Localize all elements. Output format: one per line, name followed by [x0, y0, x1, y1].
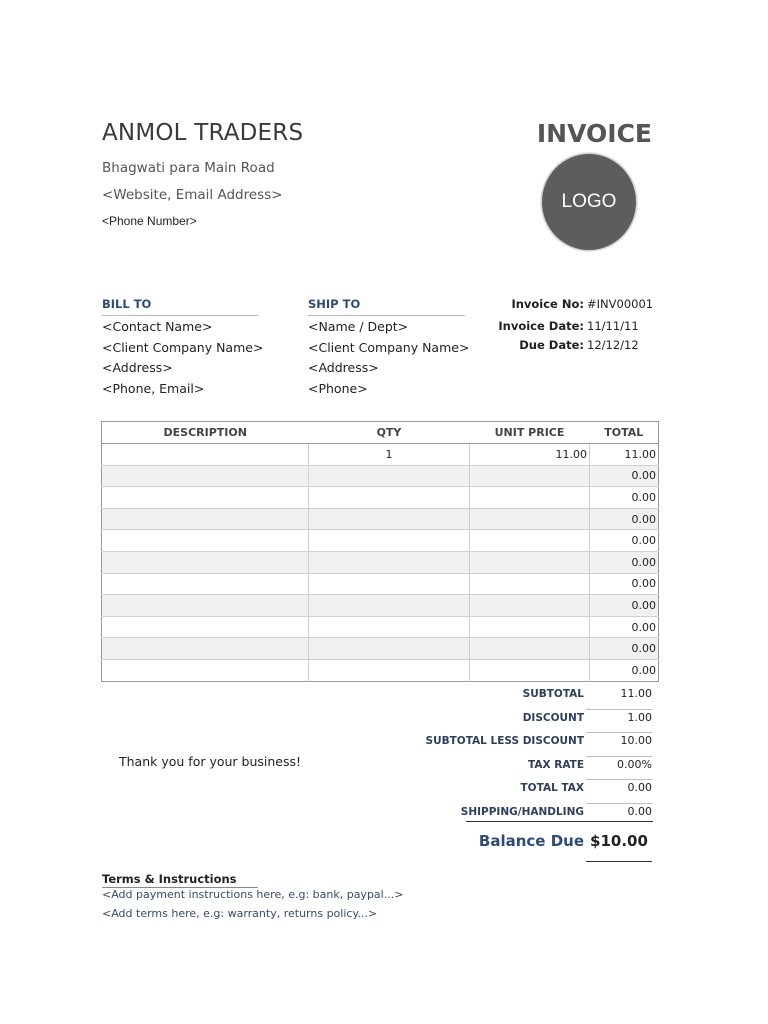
item-total-cell: 0.00	[590, 573, 659, 595]
thank-you-note: Thank you for your business!	[119, 754, 302, 769]
subtotal-label: SUBTOTAL	[522, 688, 584, 700]
item-qty-cell	[309, 465, 470, 487]
bill-to-phone-email: <Phone, Email>	[102, 380, 205, 396]
table-row	[102, 465, 659, 487]
item-unit-price-cell	[470, 573, 590, 595]
item-unit-price-cell	[470, 638, 590, 660]
item-unit-price-cell	[470, 508, 590, 530]
item-total-cell: 0.00	[590, 508, 659, 530]
tax-rate-row	[420, 755, 652, 777]
item-qty-cell	[309, 595, 470, 617]
subtotal-row	[420, 684, 652, 706]
total-tax-row	[420, 778, 652, 800]
item-description-cell	[102, 595, 309, 617]
item-description-cell	[102, 530, 309, 552]
invoice-date-label: Invoice Date:	[498, 319, 584, 333]
terms-heading: Terms & Instructions	[102, 872, 258, 888]
item-description-cell	[102, 551, 309, 573]
item-total-cell: 0.00	[590, 616, 659, 638]
item-description-cell	[102, 444, 309, 466]
header-description: DESCRIPTION	[102, 422, 309, 444]
terms-policy: <Add terms here, e.g: warranty, returns policy...>	[102, 907, 378, 920]
logo-placeholder	[541, 153, 637, 251]
shipping-handling-value: 0.00	[627, 804, 652, 818]
due-date-label: Due Date:	[519, 338, 584, 352]
table-row	[102, 573, 659, 595]
items-table	[101, 421, 659, 682]
item-description-cell	[102, 616, 309, 638]
invoice-date: 11/11/11	[587, 319, 639, 333]
due-date: 12/12/12	[587, 338, 639, 352]
company-web-email: <Website, Email Address>	[102, 187, 283, 203]
items-header-row	[102, 422, 659, 444]
header-qty: QTY	[309, 422, 470, 444]
item-total-cell: 0.00	[590, 595, 659, 617]
table-row	[102, 530, 659, 552]
company-name: ANMOL TRADERS	[102, 120, 304, 146]
invoice-date-row	[470, 319, 639, 333]
company-address: Bhagwati para Main Road	[102, 160, 275, 176]
item-total-cell: 0.00	[590, 465, 659, 487]
item-total-cell: 0.00	[590, 659, 659, 681]
item-qty-cell	[309, 616, 470, 638]
header-total: TOTAL	[590, 422, 659, 444]
logo-text: LOGO	[561, 191, 617, 212]
subtotal-less-discount-row	[420, 731, 652, 753]
item-total-cell: 0.00	[590, 551, 659, 573]
bill-to-block	[102, 317, 263, 399]
total-tax-value: 0.00	[627, 781, 652, 794]
invoice-number: #INV00001	[587, 297, 654, 311]
table-row	[102, 638, 659, 660]
subtotal-less-discount-value: 10.00	[620, 734, 652, 747]
item-total-cell: 0.00	[590, 530, 659, 552]
table-row	[102, 508, 659, 530]
discount-value: 1.00	[627, 710, 652, 724]
invoice-title: INVOICE	[536, 119, 652, 148]
table-row	[102, 659, 659, 681]
invoice-number-label: Invoice No:	[511, 297, 584, 311]
item-total-cell: 11.00	[590, 444, 659, 466]
item-unit-price-cell	[470, 487, 590, 509]
ship-to-phone: <Phone>	[308, 380, 368, 396]
tax-rate-label: TAX RATE	[528, 758, 584, 771]
balance-due-value: $10.00	[590, 832, 648, 850]
ship-to-block	[308, 317, 469, 399]
item-description-cell	[102, 659, 309, 681]
header-unit-price: UNIT PRICE	[470, 422, 590, 444]
item-description-cell	[102, 465, 309, 487]
summary-divider	[586, 732, 652, 733]
item-unit-price-cell	[470, 551, 590, 573]
invoice-number-row	[470, 297, 653, 311]
summary-divider	[586, 779, 652, 780]
item-description-cell	[102, 487, 309, 509]
balance-divider	[466, 821, 653, 822]
item-total-cell: 0.00	[590, 638, 659, 660]
item-unit-price-cell	[470, 530, 590, 552]
bill-to-address: <Address>	[102, 360, 173, 375]
item-qty-cell	[309, 659, 470, 681]
item-description-cell	[102, 638, 309, 660]
item-unit-price-cell: 11.00	[470, 444, 590, 466]
bill-to-company: <Client Company Name>	[102, 339, 264, 355]
balance-due-label: Balance Due	[478, 832, 584, 850]
table-row	[102, 444, 659, 466]
discount-row	[420, 708, 652, 730]
summary-divider	[586, 709, 652, 710]
tax-rate-value: 0.00%	[617, 757, 652, 771]
item-qty-cell	[309, 508, 470, 530]
ship-to-name: <Name / Dept>	[308, 319, 409, 334]
bill-to-contact: <Contact Name>	[102, 319, 213, 334]
item-unit-price-cell	[470, 595, 590, 617]
summary-divider	[586, 803, 652, 804]
discount-label: DISCOUNT	[522, 711, 584, 724]
item-qty-cell	[309, 530, 470, 552]
item-qty-cell	[309, 551, 470, 573]
item-qty-cell	[309, 487, 470, 509]
summary-divider	[586, 756, 652, 757]
table-row	[102, 595, 659, 617]
terms-payment-instructions: <Add payment instructions here, e.g: bank, paypal...>	[102, 888, 404, 901]
item-unit-price-cell	[470, 659, 590, 681]
balance-underline	[586, 861, 652, 862]
bill-to-heading: BILL TO	[102, 297, 258, 316]
due-date-row	[470, 338, 639, 352]
shipping-handling-label: SHIPPING/HANDLING	[460, 805, 584, 818]
total-tax-label: TOTAL TAX	[520, 782, 584, 794]
subtotal-less-discount-label: SUBTOTAL LESS DISCOUNT	[425, 735, 584, 747]
item-unit-price-cell	[470, 465, 590, 487]
subtotal-value: 11.00	[620, 687, 652, 700]
table-row	[102, 487, 659, 509]
ship-to-heading: SHIP TO	[308, 297, 465, 316]
table-row	[102, 551, 659, 573]
item-description-cell	[102, 508, 309, 530]
item-description-cell	[102, 573, 309, 595]
ship-to-address: <Address>	[308, 360, 379, 375]
item-qty-cell	[309, 573, 470, 595]
item-qty-cell	[309, 638, 470, 660]
company-phone: <Phone Number>	[102, 214, 197, 228]
table-row	[102, 616, 659, 638]
item-unit-price-cell	[470, 616, 590, 638]
ship-to-company: <Client Company Name>	[308, 339, 470, 355]
item-qty-cell: 1	[309, 444, 470, 466]
item-total-cell: 0.00	[590, 487, 659, 509]
